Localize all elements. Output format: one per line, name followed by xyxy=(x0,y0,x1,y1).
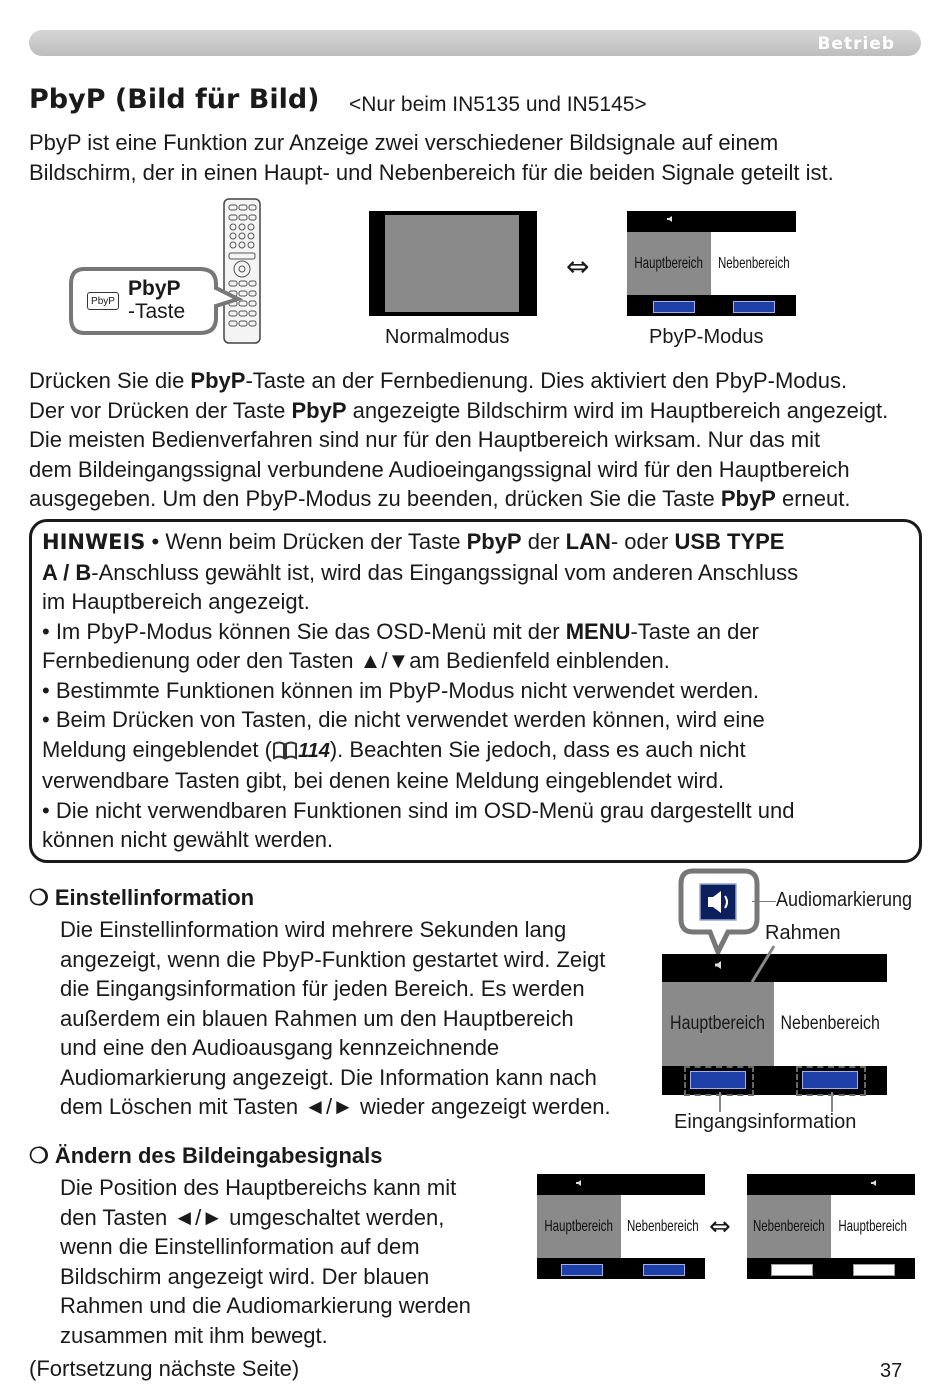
speaker-icon xyxy=(575,1179,583,1187)
bullet-icon: ❍ xyxy=(29,1143,49,1168)
main-area xyxy=(537,1195,621,1258)
callout-text xyxy=(128,277,185,323)
instruction-line: ausgegeben. Um den PbyP-Modus zu beenden, drücken Sie die Taste PbyP erneut. xyxy=(29,486,851,511)
section-line: wenn die Einstellinformation auf dem xyxy=(60,1234,420,1259)
audio-mark-label: Audiomarkierung xyxy=(776,889,913,911)
normal-mode-screen xyxy=(369,211,537,316)
input-info-badge xyxy=(771,1264,813,1276)
section-line: den Tasten ◄/► umgeschaltet werden, xyxy=(60,1204,445,1230)
note-line: • Bestimmte Funktionen können im PbyP-Modus nicht verwendet werden. xyxy=(42,677,759,703)
section-line: die Eingangsinformation für jeden Bereich. Es werden xyxy=(60,976,585,1001)
section-line: Die Einstellinformation wird mehrere Sekunden lang xyxy=(60,917,567,942)
section-line: außerdem ein blauen Rahmen um den Hauptbereich xyxy=(60,1005,574,1031)
speaker-icon xyxy=(714,960,724,970)
note-line: können nicht gewählt werden. xyxy=(42,827,334,852)
main-area-label: Hauptbereich xyxy=(544,1217,614,1235)
section-text-setting-info xyxy=(60,915,611,1122)
page-reference-link[interactable]: 114 xyxy=(297,739,330,762)
note-line: HINWEIS • Wenn beim Drücken der Taste PbyP der LAN- oder USB TYPE xyxy=(42,529,785,554)
section-line: zusammen mit ihm bewegt. xyxy=(60,1322,328,1348)
section-line: Rahmen und die Audiomarkierung werden xyxy=(60,1293,471,1318)
pbyp-mode-label: PbyP-Modus xyxy=(649,326,764,348)
sub-area-label: Nebenbereich xyxy=(627,1217,699,1235)
instruction-line: dem Bildeingangssignal verbundene Audioeingangssignal wird für den Hauptbereich xyxy=(29,456,850,482)
sub-area-label: Nebenbereich xyxy=(780,1013,881,1034)
main-area-label: Hauptbereich xyxy=(670,1013,766,1034)
instruction-line: Die meisten Bedienverfahren sind nur für den Hauptbereich wirksam. Nur das mit xyxy=(29,427,821,452)
note-line: • Beim Drücken von Tasten, die nicht verwendet werden können, wird eine xyxy=(42,707,765,732)
frame-label: Rahmen xyxy=(765,922,841,944)
section-text-change-input xyxy=(60,1173,471,1350)
pbyp-mode-screen xyxy=(627,211,796,316)
section-header-bar xyxy=(29,30,921,56)
section-line: dem Löschen mit Tasten ◄/► wieder angezeigt werden. xyxy=(60,1094,611,1119)
input-info-label: Eingangsinformation xyxy=(674,1111,857,1133)
input-info-badge xyxy=(653,301,695,313)
normal-mode-image xyxy=(385,215,519,312)
main-area xyxy=(627,232,711,295)
section-line: Bildschirm angezeigt wird. Der blauen xyxy=(60,1263,430,1289)
note-line: Fernbedienung oder den Tasten ▲/▼am Bedienfeld einblenden. xyxy=(42,648,670,673)
audio-label-line xyxy=(752,901,776,902)
page-subtitle: <Nur beim IN5135 und IN5145> xyxy=(349,93,647,116)
note-content xyxy=(42,527,798,855)
note-line: im Hauptbereich angezeigt. xyxy=(42,589,310,614)
sub-area xyxy=(774,982,887,1066)
book-reference-icon xyxy=(272,740,298,760)
note-line: A / B-Anschluss gewählt ist, wird das Eingangssignal vom anderen Anschluss xyxy=(42,559,799,585)
swap-screen-before xyxy=(537,1174,705,1279)
sub-area xyxy=(711,232,796,295)
section-line: Die Position des Hauptbereichs kann mit xyxy=(60,1175,457,1200)
speaker-icon xyxy=(666,215,674,223)
callout-key-suffix: -Taste xyxy=(128,300,186,323)
input-info-badge xyxy=(561,1264,603,1276)
section-line: angezeigt, wenn die PbyP-Funktion gestartet wird. Zeigt xyxy=(60,946,606,972)
sub-area xyxy=(747,1195,831,1258)
instruction-line: Der vor Drücken der Taste PbyP angezeigte Bildschirm wird im Hauptbereich angezeigt. xyxy=(29,397,889,423)
continued-note: (Fortsetzung nächste Seite) xyxy=(29,1356,300,1381)
intro-paragraph xyxy=(29,128,834,187)
input-info-badge xyxy=(643,1264,685,1276)
main-area xyxy=(662,982,774,1066)
input-info-badge xyxy=(853,1264,895,1276)
mode-switch-arrow-icon: ⇔ xyxy=(566,250,590,283)
section-line: und eine den Audioausgang kennzeichnende xyxy=(60,1035,500,1060)
swap-arrow-icon: ⇔ xyxy=(709,1212,731,1242)
frame-pointer-line xyxy=(740,944,780,984)
main-area-label: Hauptbereich xyxy=(838,1217,908,1235)
page-number: 37 xyxy=(880,1360,903,1382)
note-line: Meldung eingeblendet ( 114). Beachten Sie jedoch, dass es auch nicht xyxy=(42,736,746,762)
bullet-icon: ❍ xyxy=(29,885,49,910)
sub-area xyxy=(621,1195,705,1258)
sub-area-label: Nebenbereich xyxy=(753,1217,825,1235)
intro-line: PbyP ist eine Funktion zur Anzeige zwei verschiedener Bildsignale auf einem xyxy=(29,130,779,155)
main-area xyxy=(831,1195,915,1258)
note-line: verwendbare Tasten gibt, bei denen keine Meldung eingeblendet wird. xyxy=(42,768,725,793)
main-area-label: Hauptbereich xyxy=(634,254,704,272)
input-info-badge xyxy=(733,301,775,313)
pbyp-key-icon: PbyP xyxy=(87,292,119,310)
note-line: • Im PbyP-Modus können Sie das OSD-Menü mit der MENU-Taste an der xyxy=(42,618,759,644)
speaker-icon xyxy=(870,1179,878,1187)
page-title: PbyP (Bild für Bild) xyxy=(29,84,320,115)
section-line: Audiomarkierung angezeigt. Die Information kann nach xyxy=(60,1064,597,1090)
instruction-paragraph xyxy=(29,366,888,514)
swap-screen-after xyxy=(747,1174,915,1279)
note-line: • Die nicht verwendbaren Funktionen sind im OSD-Menü grau dargestellt und xyxy=(42,797,795,823)
sub-area-label: Nebenbereich xyxy=(717,254,790,272)
section-name: Betrieb xyxy=(817,34,895,54)
callout-key-name: PbyP xyxy=(128,277,181,300)
note-heading: HINWEIS xyxy=(42,530,146,554)
normal-mode-label: Normalmodus xyxy=(385,326,510,348)
instruction-line: Drücken Sie die PbyP-Taste an der Fernbedienung. Dies aktiviert den PbyP-Modus. xyxy=(29,368,848,393)
section-heading-setting-info: ❍ Einstellinformation xyxy=(29,885,255,910)
intro-line: Bildschirm, der in einen Haupt- und Nebenbereich für die beiden Signale geteilt ist. xyxy=(29,159,834,185)
section-heading-change-input: ❍ Ändern des Bildeingabesignals xyxy=(29,1143,383,1168)
